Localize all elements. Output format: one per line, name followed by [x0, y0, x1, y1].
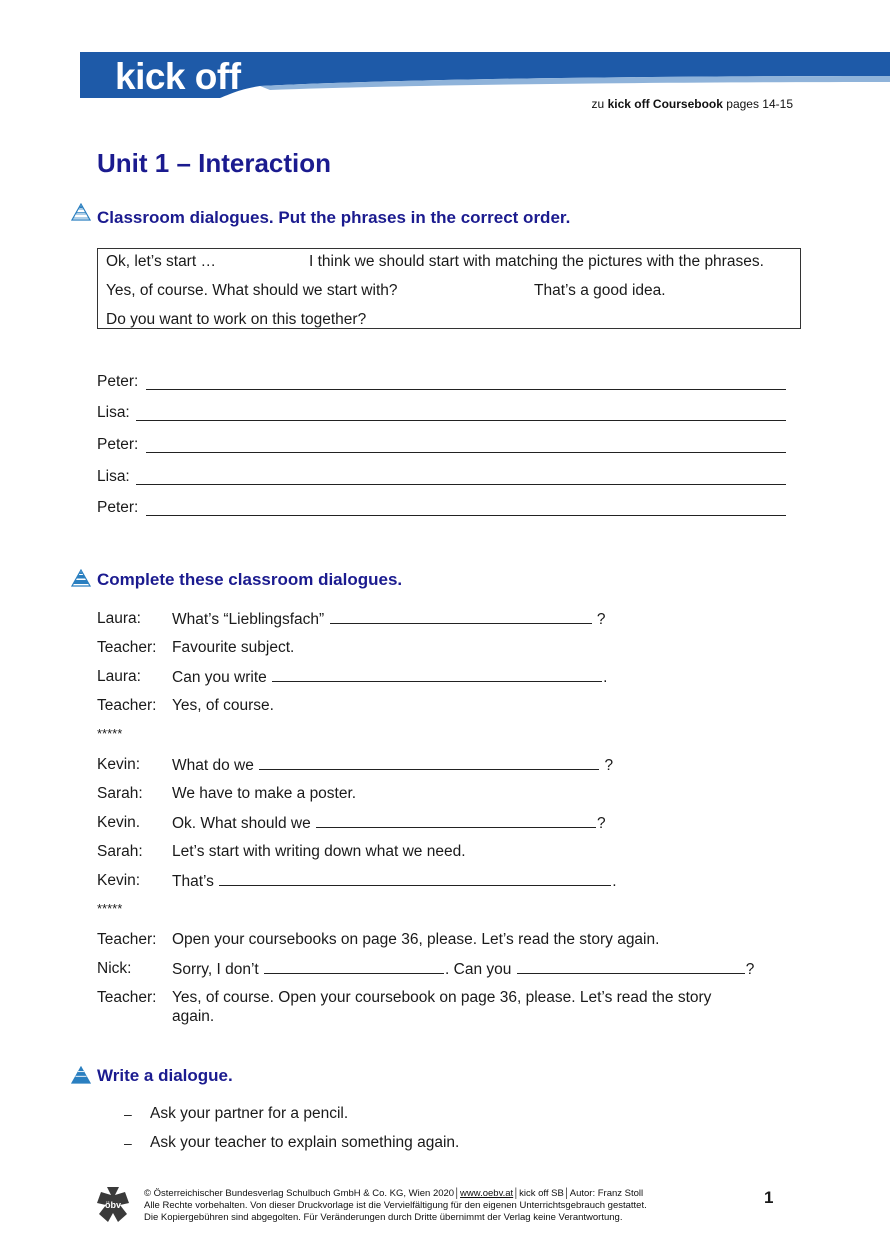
- speaker-label: Teacher:: [97, 989, 157, 1006]
- answer-line[interactable]: [146, 452, 786, 453]
- dialogue-text: Let’s start with writing down what we need.: [172, 843, 466, 860]
- dialogue-text: ?: [604, 757, 614, 774]
- dialogue-text: Favourite subject.: [172, 639, 295, 656]
- dialogue-text: Ok. What should we: [172, 815, 311, 832]
- publisher-logo-icon: [96, 1186, 130, 1224]
- dialogue-text: What’s “Lieblingsfach”: [172, 611, 325, 628]
- dialogue-text: .: [612, 873, 617, 890]
- section-heading-write-dialogue: Write a dialogue.: [97, 1066, 233, 1085]
- speaker-label: Peter:: [97, 499, 139, 516]
- page-number: 1: [764, 1188, 774, 1207]
- speaker-label: Sarah:: [97, 843, 143, 860]
- dialogue-text: Open your coursebooks on page 36, please. Let’s read the story again.: [172, 931, 660, 948]
- blank-field[interactable]: [219, 871, 611, 886]
- dialogue-text: . Can you: [445, 961, 512, 978]
- blank-field[interactable]: [259, 755, 599, 770]
- speaker-label: Peter:: [97, 436, 139, 453]
- triangle-level-1-icon: [71, 203, 91, 221]
- publisher-link[interactable]: www.oebv.at: [460, 1188, 514, 1199]
- dash-bullet: –: [124, 1135, 132, 1151]
- answer-row: [97, 498, 787, 520]
- speaker-label: Kevin.: [97, 814, 141, 831]
- blank-field[interactable]: [330, 609, 592, 624]
- speaker-label: Teacher:: [97, 639, 157, 656]
- coursebook-reference: zu kick off Coursebook pages 14-15: [591, 97, 793, 111]
- dash-bullet: –: [124, 1106, 132, 1122]
- phrase-item: Do you want to work on this together?: [106, 311, 367, 328]
- blank-field[interactable]: [316, 813, 596, 828]
- phrase-box: [97, 248, 801, 329]
- blank-field[interactable]: [272, 667, 602, 682]
- blank-field[interactable]: [264, 959, 444, 974]
- answer-line[interactable]: [136, 420, 786, 421]
- speaker-label: Teacher:: [97, 931, 157, 948]
- answer-row: [97, 467, 787, 489]
- brand-logo: kick off: [115, 56, 241, 97]
- dialogue-text: ?: [745, 961, 755, 978]
- answer-line[interactable]: [136, 484, 786, 485]
- triangle-level-3-icon: [71, 1066, 91, 1084]
- dialogue-text: We have to make a poster.: [172, 785, 357, 802]
- blank-field[interactable]: [517, 959, 745, 974]
- speaker-label: Peter:: [97, 373, 139, 390]
- speaker-label: Laura:: [97, 668, 141, 685]
- speaker-label: Lisa:: [97, 468, 130, 485]
- speaker-label: Sarah:: [97, 785, 143, 802]
- speaker-label: Kevin:: [97, 872, 141, 889]
- dialogue-text: Yes, of course. Open your coursebook on page 36, please. Let’s read the story: [172, 989, 712, 1006]
- triangle-level-2-icon: [71, 569, 91, 587]
- answer-row: [97, 372, 787, 394]
- section-heading-complete-dialogues: Complete these classroom dialogues.: [97, 570, 403, 589]
- footer-copyright: © Österreichischer Bundesverlag Schulbuch GmbH & Co. KG, Wien 2020│www.oebv.at│kick off SB│Autor: Franz Stoll Alle Rechte vorbehalten. Von dieser Druckvorlage ist die Vervielfältigung für den eigenen Unterrichtsgebrauch gestattet. Die Kopiergebühren sind abgegolten. Für Veränderungen durch Dritte übernimmt der Verlag keine Verantwortung.: [144, 1188, 647, 1223]
- dialogue-text: again.: [172, 1008, 215, 1025]
- dialogue-text: ?: [596, 611, 606, 628]
- task-text: Ask your teacher to explain something again.: [150, 1134, 460, 1151]
- phrase-item: Ok, let’s start …: [106, 253, 216, 270]
- dialogue-text: Sorry, I don’t: [172, 961, 259, 978]
- speaker-label: Teacher:: [97, 697, 157, 714]
- dialogue-text: .: [603, 669, 608, 686]
- speaker-label: Laura:: [97, 610, 141, 627]
- separator: *****: [97, 726, 123, 741]
- phrase-item: That’s a good idea.: [534, 282, 666, 299]
- dialogue-text: What do we: [172, 757, 254, 774]
- dialogue-text: Can you write: [172, 669, 267, 686]
- phrase-item: I think we should start with matching the pictures with the phrases.: [309, 253, 764, 270]
- answer-line[interactable]: [146, 515, 786, 516]
- speaker-label: Kevin:: [97, 756, 141, 773]
- task-text: Ask your partner for a pencil.: [150, 1105, 349, 1122]
- answer-row: [97, 435, 787, 457]
- section-heading-order-phrases: Classroom dialogues. Put the phrases in the correct order.: [97, 208, 571, 227]
- publisher-logo-text: öbv: [104, 1200, 122, 1210]
- answer-row: [97, 403, 787, 425]
- separator: *****: [97, 901, 123, 916]
- speaker-label: Lisa:: [97, 404, 130, 421]
- dialogue-text: That’s: [172, 873, 214, 890]
- phrase-item: Yes, of course. What should we start with?: [106, 282, 398, 299]
- page-title: Unit 1 – Interaction: [97, 148, 332, 178]
- speaker-label: Nick:: [97, 960, 132, 977]
- dialogue-text: ?: [597, 815, 606, 832]
- dialogue-text: Yes, of course.: [172, 697, 274, 714]
- answer-line[interactable]: [146, 389, 786, 390]
